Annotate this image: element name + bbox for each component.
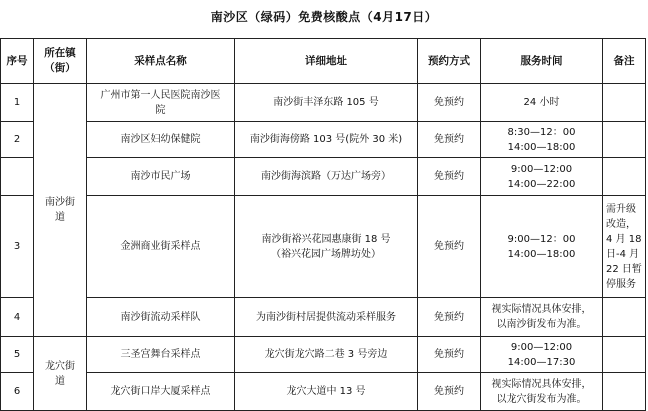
- remark: [603, 337, 646, 373]
- row-number: 6: [1, 373, 34, 411]
- testing-sites-table: [0, 38, 646, 411]
- table-row: [1, 84, 646, 122]
- header-cell: 服务时间: [481, 39, 603, 84]
- row-number: 3: [1, 196, 34, 298]
- site-name: 广州市第一人民医院南沙医 院: [87, 84, 235, 122]
- service-time: 视实际情况具体安排， 以龙穴街发布为准。: [481, 373, 603, 411]
- site-name: 金洲商业街采样点: [87, 196, 235, 298]
- remark: [603, 158, 646, 196]
- table-row: [1, 196, 646, 298]
- site-address: 南沙街裕兴花园惠康街 18 号 （裕兴花园广场牌坊处）: [235, 196, 418, 298]
- booking-method: 免预约: [418, 196, 481, 298]
- remark: [603, 373, 646, 411]
- booking-method: 免预约: [418, 337, 481, 373]
- header-cell: 采样点名称: [87, 39, 235, 84]
- site-name: 南沙街流动采样队: [87, 298, 235, 337]
- header-cell: 备注: [603, 39, 646, 84]
- header-cell: 预约方式: [418, 39, 481, 84]
- site-name: 南沙区妇幼保健院: [87, 122, 235, 158]
- site-address: 南沙街海滨路（万达广场旁）: [235, 158, 418, 196]
- row-number: 1: [1, 84, 34, 122]
- booking-method: 免预约: [418, 122, 481, 158]
- header-cell: 所在镇 （街）: [34, 39, 87, 84]
- site-address: 龙穴街龙穴路二巷 3 号旁边: [235, 337, 418, 373]
- remark: [603, 298, 646, 337]
- table-header-row: [1, 39, 646, 84]
- row-number: 5: [1, 337, 34, 373]
- site-address: 南沙街海傍路 103 号(院外 30 米): [235, 122, 418, 158]
- table-row: [1, 337, 646, 373]
- booking-method: 免预约: [418, 298, 481, 337]
- site-name: 南沙市民广场: [87, 158, 235, 196]
- site-name: 龙穴街口岸大厦采样点: [87, 373, 235, 411]
- site-address: 为南沙街村居提供流动采样服务: [235, 298, 418, 337]
- remark: [603, 84, 646, 122]
- service-time: 视实际情况具体安排， 以南沙街发布为准。: [481, 298, 603, 337]
- booking-method: 免预约: [418, 84, 481, 122]
- town-cell: 南沙街 道: [34, 84, 87, 337]
- header-cell: 详细地址: [235, 39, 418, 84]
- table-row: [1, 298, 646, 337]
- remark: 需升级 改造， 4 月 18 日-4 月 22 日暂 停服务: [603, 196, 646, 298]
- booking-method: 免预约: [418, 158, 481, 196]
- table-row: [1, 158, 646, 196]
- service-time: 9:00—12:00 14:00—17:30: [481, 337, 603, 373]
- row-number: 2: [1, 122, 34, 158]
- remark: [603, 122, 646, 158]
- site-address: 南沙街丰泽东路 105 号: [235, 84, 418, 122]
- table-row: [1, 373, 646, 411]
- table-row: [1, 122, 646, 158]
- row-number: [1, 158, 34, 196]
- service-time: 8:30—12：00 14:00—18:00: [481, 122, 603, 158]
- service-time: 9:00—12：00 14:00—18:00: [481, 196, 603, 298]
- service-time: 9:00—12:00 14:00—22:00: [481, 158, 603, 196]
- site-address: 龙穴大道中 13 号: [235, 373, 418, 411]
- header-cell: 序号: [1, 39, 34, 84]
- row-number: 4: [1, 298, 34, 337]
- site-name: 三圣宫舞台采样点: [87, 337, 235, 373]
- town-cell: 龙穴街 道: [34, 337, 87, 411]
- booking-method: 免预约: [418, 373, 481, 411]
- service-time: 24 小时: [481, 84, 603, 122]
- page-title: 南沙区（绿码）免费核酸点（4月17日）: [210, 10, 438, 24]
